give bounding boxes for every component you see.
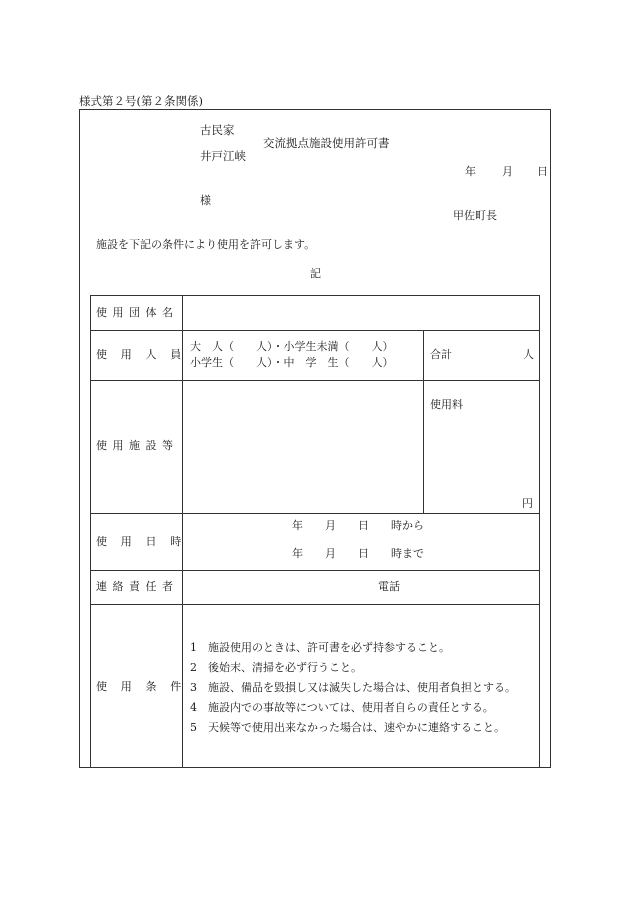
conditions-label: 使用条件 <box>96 680 195 693</box>
permission-statement: 施設を下記の条件により使用を許可します。 <box>96 238 316 251</box>
condition-item: 3 施設、備品を毀損し又は滅失した場合は、使用者負担とする。 <box>190 681 516 694</box>
table-line <box>90 570 540 571</box>
condition-item: 5 天候等で使用出来なかった場合は、速やかに連絡すること。 <box>190 721 505 734</box>
phone-label: 電話 <box>378 580 400 593</box>
table-line <box>423 330 424 513</box>
users-student-line: 小学生（ 人）・中 学 生（ 人） <box>190 356 394 369</box>
users-label: 使用人員 <box>96 348 195 361</box>
table-line <box>539 295 540 768</box>
datetime-label: 使用日時 <box>96 535 195 548</box>
addressee-honorific: 様 <box>200 194 211 207</box>
table-line <box>90 295 91 768</box>
table-line <box>182 295 183 768</box>
fee-label: 使用料 <box>430 398 463 411</box>
facility-label: 使用施設等 <box>96 439 179 452</box>
contact-label: 連絡責任者 <box>96 580 179 593</box>
total-label: 合計 <box>430 348 452 361</box>
form-number: 様式第２号(第２条関係) <box>79 94 203 108</box>
table-line <box>90 380 540 381</box>
table-line <box>90 604 540 605</box>
users-adult-line: 大 人（ 人）・小学生未満（ 人） <box>190 340 394 353</box>
ki-heading: 記 <box>310 267 321 280</box>
table-line <box>90 513 540 514</box>
condition-item: 2 後始末、清掃を必ず行うこと。 <box>190 661 362 674</box>
condition-item: 4 施設内での事故等については、使用者自らの責任とする。 <box>190 701 494 714</box>
condition-item: 1 施設使用のときは、許可書を必ず持参すること。 <box>190 641 450 654</box>
fee-unit: 円 <box>522 497 533 510</box>
issuer-name: 甲佐町長 <box>453 209 497 222</box>
group-name-label: 使用団体名 <box>96 306 179 319</box>
date-month: 月 <box>502 165 513 178</box>
table-line <box>90 330 540 331</box>
table-line <box>90 295 540 296</box>
total-unit: 人 <box>523 348 534 361</box>
date-day: 日 <box>537 165 548 178</box>
document-title: 交流拠点施設使用許可書 <box>263 136 390 150</box>
date-year: 年 <box>465 165 476 178</box>
facility-name-line1: 古民家 <box>200 123 235 137</box>
datetime-to: 年 月 日 時まで <box>292 547 424 560</box>
datetime-from: 年 月 日 時から <box>292 519 424 532</box>
facility-name-line2: 井戸江峡 <box>200 149 246 163</box>
